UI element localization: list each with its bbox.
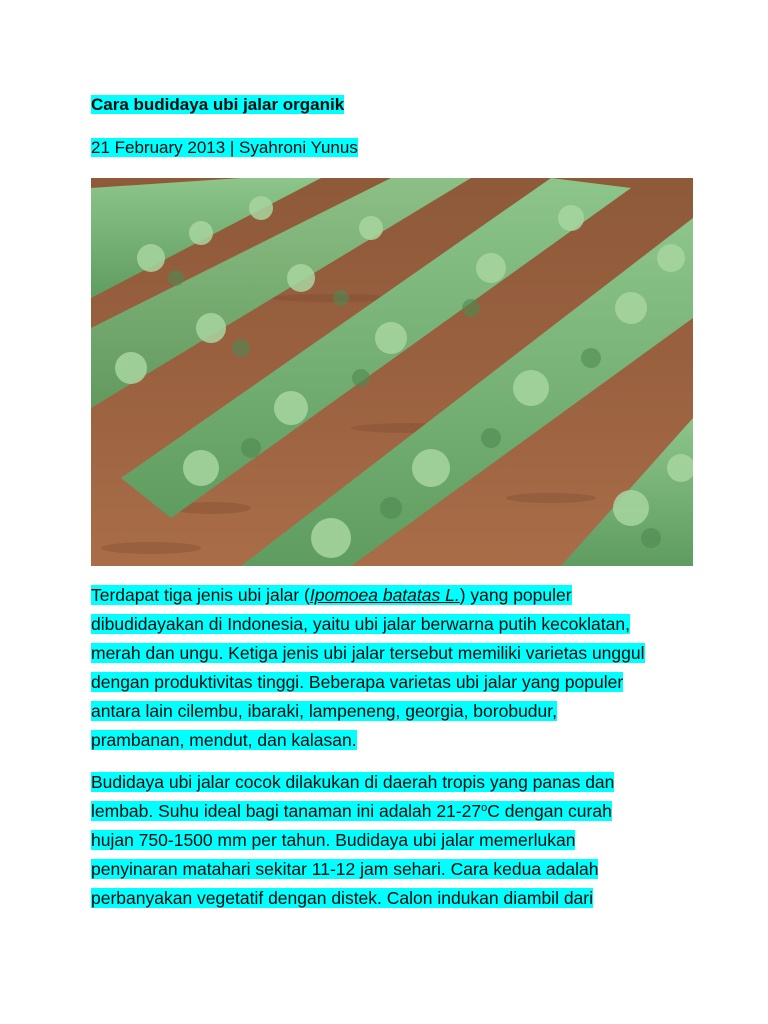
paragraph-2-line <box>91 884 691 913</box>
article-title <box>91 94 344 116</box>
paragraph-1-line <box>91 610 691 639</box>
text-run: Budidaya ubi jalar cocok dilakukan di daerah tropis yang panas dan <box>91 772 615 792</box>
paragraph-1-line <box>91 639 691 668</box>
article-byline <box>91 137 358 159</box>
text-run: merah dan ungu. Ketiga jenis ubi jalar tersebut memiliki varietas unggul <box>91 643 645 663</box>
text-run: C dengan curah <box>487 801 612 821</box>
text-run: lembab. Suhu ideal bagi tanaman ini adalah 21-27 <box>91 801 482 821</box>
byline-text: 21 February 2013 | Syahroni Yunus <box>91 138 358 157</box>
text-run: hujan 750-1500 mm per tahun. Budidaya ubi jalar memerlukan <box>91 830 576 850</box>
paragraph-2-line <box>91 855 691 884</box>
paragraph-2-line <box>91 826 691 855</box>
text-run: antara lain cilembu, ibaraki, lampeneng, georgia, borobudur, <box>91 701 557 721</box>
scientific-name-link[interactable]: Ipomoea batatas L. <box>309 585 460 605</box>
sweet-potato-field-photo <box>91 178 693 566</box>
text-run: dibudidayakan di Indonesia, yaitu ubi jalar berwarna putih kecoklatan, <box>91 614 630 634</box>
text-run: penyinaran matahari sekitar 11-12 jam sehari. Cara kedua adalah <box>91 859 599 879</box>
paragraph-2-line <box>91 797 691 826</box>
paragraph-1-line <box>91 726 691 755</box>
degree-superscript: o <box>481 802 488 814</box>
title-text: Cara budidaya ubi jalar organik <box>91 95 345 114</box>
paragraph-2-line <box>91 768 691 797</box>
paragraph-1-line <box>91 668 691 697</box>
text-run: ) yang populer <box>459 585 572 605</box>
paragraph-1-line <box>91 697 691 726</box>
text-run: Terdapat tiga jenis ubi jalar ( <box>91 585 310 605</box>
text-run: perbanyakan vegetatif dengan distek. Calon indukan diambil dari <box>91 888 593 908</box>
paragraph-2 <box>91 768 691 913</box>
text-run: prambanan, mendut, dan kalasan. <box>91 730 357 750</box>
paragraph-1-line <box>91 581 691 610</box>
paragraph-1 <box>91 581 691 755</box>
text-run: dengan produktivitas tinggi. Beberapa varietas ubi jalar yang populer <box>91 672 624 692</box>
